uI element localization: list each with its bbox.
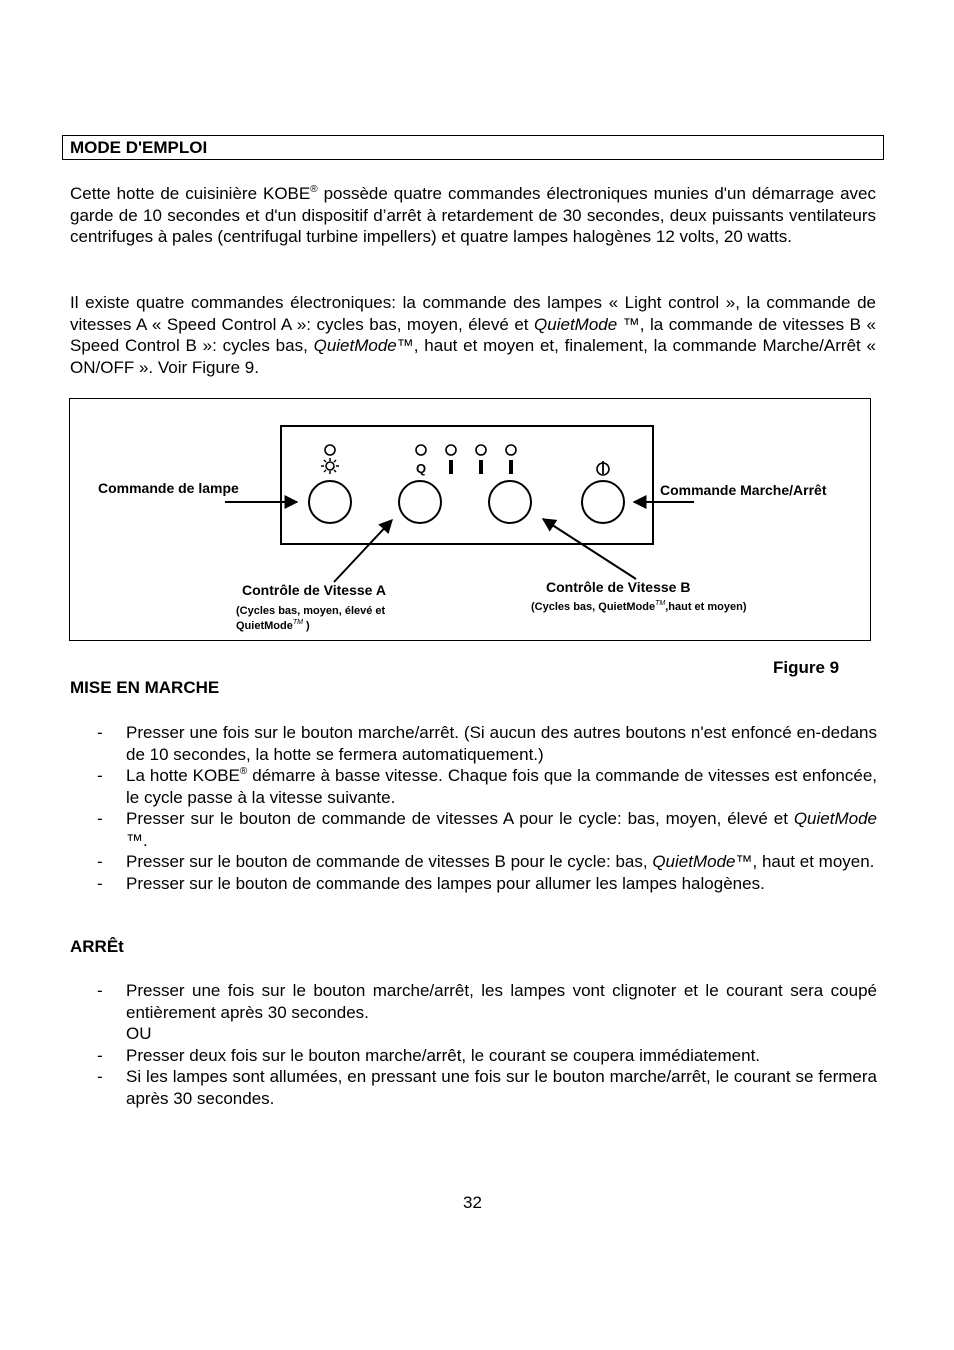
list-dash: -: [97, 852, 103, 871]
list-item-text-b: démarre à basse vitesse. Chaque fois que la commande de vitesses est enfoncée, le cycle passe à la vitesse suivante.: [126, 766, 877, 807]
lamp-control-label: Commande de lampe: [98, 480, 239, 496]
quietmode-term: QuietMode: [652, 852, 736, 871]
onoff-control-label: Commande Marche/Arrêt: [660, 482, 827, 498]
list-item-text: Si les lampes sont allumées, en pressant une fois sur le bouton marche/arrêt, le courant se fermera après 30 secondes.: [126, 1067, 877, 1108]
list-item: [0, 722, 954, 765]
speed-a-quietmode: QuietMode: [236, 620, 293, 632]
lamp-button: [309, 481, 351, 523]
list-item: [0, 765, 954, 808]
speed-b-sub-text: (Cycles bas, QuietMode: [531, 601, 656, 613]
page-number: 32: [463, 1193, 482, 1212]
speed-b-label: Contrôle de Vitesse B: [546, 579, 691, 595]
quietmode-term: QuietMode: [313, 336, 397, 355]
speed-a-sub-label-2: [236, 619, 310, 632]
section-title: MODE D'EMPLOI: [70, 138, 208, 157]
intro-paragraph-1: [70, 183, 876, 248]
list-item-text-b: ™, haut et moyen.: [735, 852, 875, 871]
list-dash: -: [97, 809, 103, 828]
registered-mark: ®: [310, 184, 318, 195]
registered-mark: ®: [239, 766, 248, 777]
mise-en-marche-list: [0, 722, 954, 894]
list-dash: -: [97, 1067, 103, 1086]
intro-paragraph-2: [70, 292, 876, 378]
list-dash: -: [97, 1045, 103, 1065]
speed-a-arrow: [334, 520, 392, 582]
speed-a-label: Contrôle de Vitesse A: [242, 582, 386, 598]
speed-b-sub-end: ,haut et moyen): [665, 601, 747, 613]
arret-list: [0, 980, 954, 1109]
intro-p2-text-cont: ™, la commande de vitesses B « Speed Control B »: cycles bas,: [70, 314, 876, 355]
intro-p2-text-end: ™, haut et moyen et, finalement, la commande Marche/Arrêt « ON/OFF ». Voir Figure 9.: [70, 336, 876, 377]
list-item: [0, 1045, 954, 1067]
speed-b-tm: TM: [655, 600, 666, 607]
or-separator: OU: [126, 1024, 152, 1043]
list-item-text-a: Presser sur le bouton de commande de vitesses A pour le cycle: bas, moyen, élevé et: [126, 809, 794, 828]
quietmode-indicator-label: Q: [415, 461, 427, 476]
list-item: [0, 1066, 954, 1109]
speed-a-close: ): [302, 620, 310, 632]
quietmode-term: QuietMode: [534, 314, 618, 334]
power-icon: [597, 461, 609, 475]
list-item-text: Presser une fois sur le bouton marche/arrêt. (Si aucun des autres boutons n'est enfoncé en-dedans de 10 secondes, la hotte se fermera automatiquement.): [126, 723, 877, 764]
list-item: [0, 808, 954, 851]
control-panel-outline: [281, 426, 653, 544]
list-item-text: [126, 765, 877, 808]
list-dash: -: [97, 873, 103, 893]
list-dash: -: [97, 981, 103, 1000]
speed-b-arrow: [543, 519, 636, 579]
list-item-text: [126, 808, 877, 851]
intro-p1-text: Cette hotte de cuisinière KOBE: [70, 184, 311, 203]
list-item-text-a: La hotte KOBE: [126, 766, 240, 785]
control-panel-figure: [69, 398, 871, 641]
list-item-text-b: ™.: [126, 830, 148, 850]
lamp-indicator-sun-icon: [321, 445, 339, 474]
speed-b-button: [489, 481, 531, 523]
mise-en-marche-heading: MISE EN MARCHE: [70, 678, 220, 697]
figure-caption: Figure 9: [773, 658, 840, 677]
list-item-text: Presser une fois sur le bouton marche/arrêt, les lampes vont clignoter et le courant sera coupé entièrement après 30 secondes.: [126, 981, 877, 1022]
speed-a-tm: TM: [292, 619, 303, 626]
intro-p1-text-cont: possède quatre commandes électroniques munies d'un démarrage avec garde de 10 secondes et d'un dispositif d’arrêt à retardement de 30 secondes, deux puissants ventilateurs centrifuges à pales (centrifugal turbine impellers) et quatre lampes halogènes 12 volts, 20 watts.: [70, 184, 876, 246]
control-panel-diagram: [70, 399, 870, 640]
list-item-text-a: Presser sur le bouton de commande de vitesses B pour le cycle: bas,: [126, 852, 653, 871]
list-item: [0, 851, 954, 873]
speed-a-sub-label: (Cycles bas, moyen, élevé et: [236, 605, 386, 617]
speed-b-sub-label: [531, 600, 747, 613]
list-item-text: Presser sur le bouton de commande des lampes pour allumer les lampes halogènes.: [126, 873, 765, 893]
arret-heading: ARRÊt: [70, 937, 124, 956]
speed-a-button: [399, 481, 441, 523]
onoff-button: [582, 481, 624, 523]
list-item: [0, 980, 954, 1045]
list-item: [0, 873, 954, 895]
intro-p2-text: Il existe quatre commandes électroniques: la commande des lampes « Light control », la commande de vitesses A « Speed Control A »: cycles bas, moyen, élevé et: [70, 293, 876, 334]
list-item-text: Presser deux fois sur le bouton marche/arrêt, le courant se coupera immédiatement.: [126, 1045, 761, 1065]
speed-indicator-leds: [416, 445, 516, 474]
list-dash: -: [97, 766, 103, 785]
quietmode-term: QuietMode: [793, 809, 877, 828]
list-item-text: [126, 851, 877, 873]
list-dash: -: [97, 723, 103, 742]
section-title-box: [62, 135, 884, 160]
